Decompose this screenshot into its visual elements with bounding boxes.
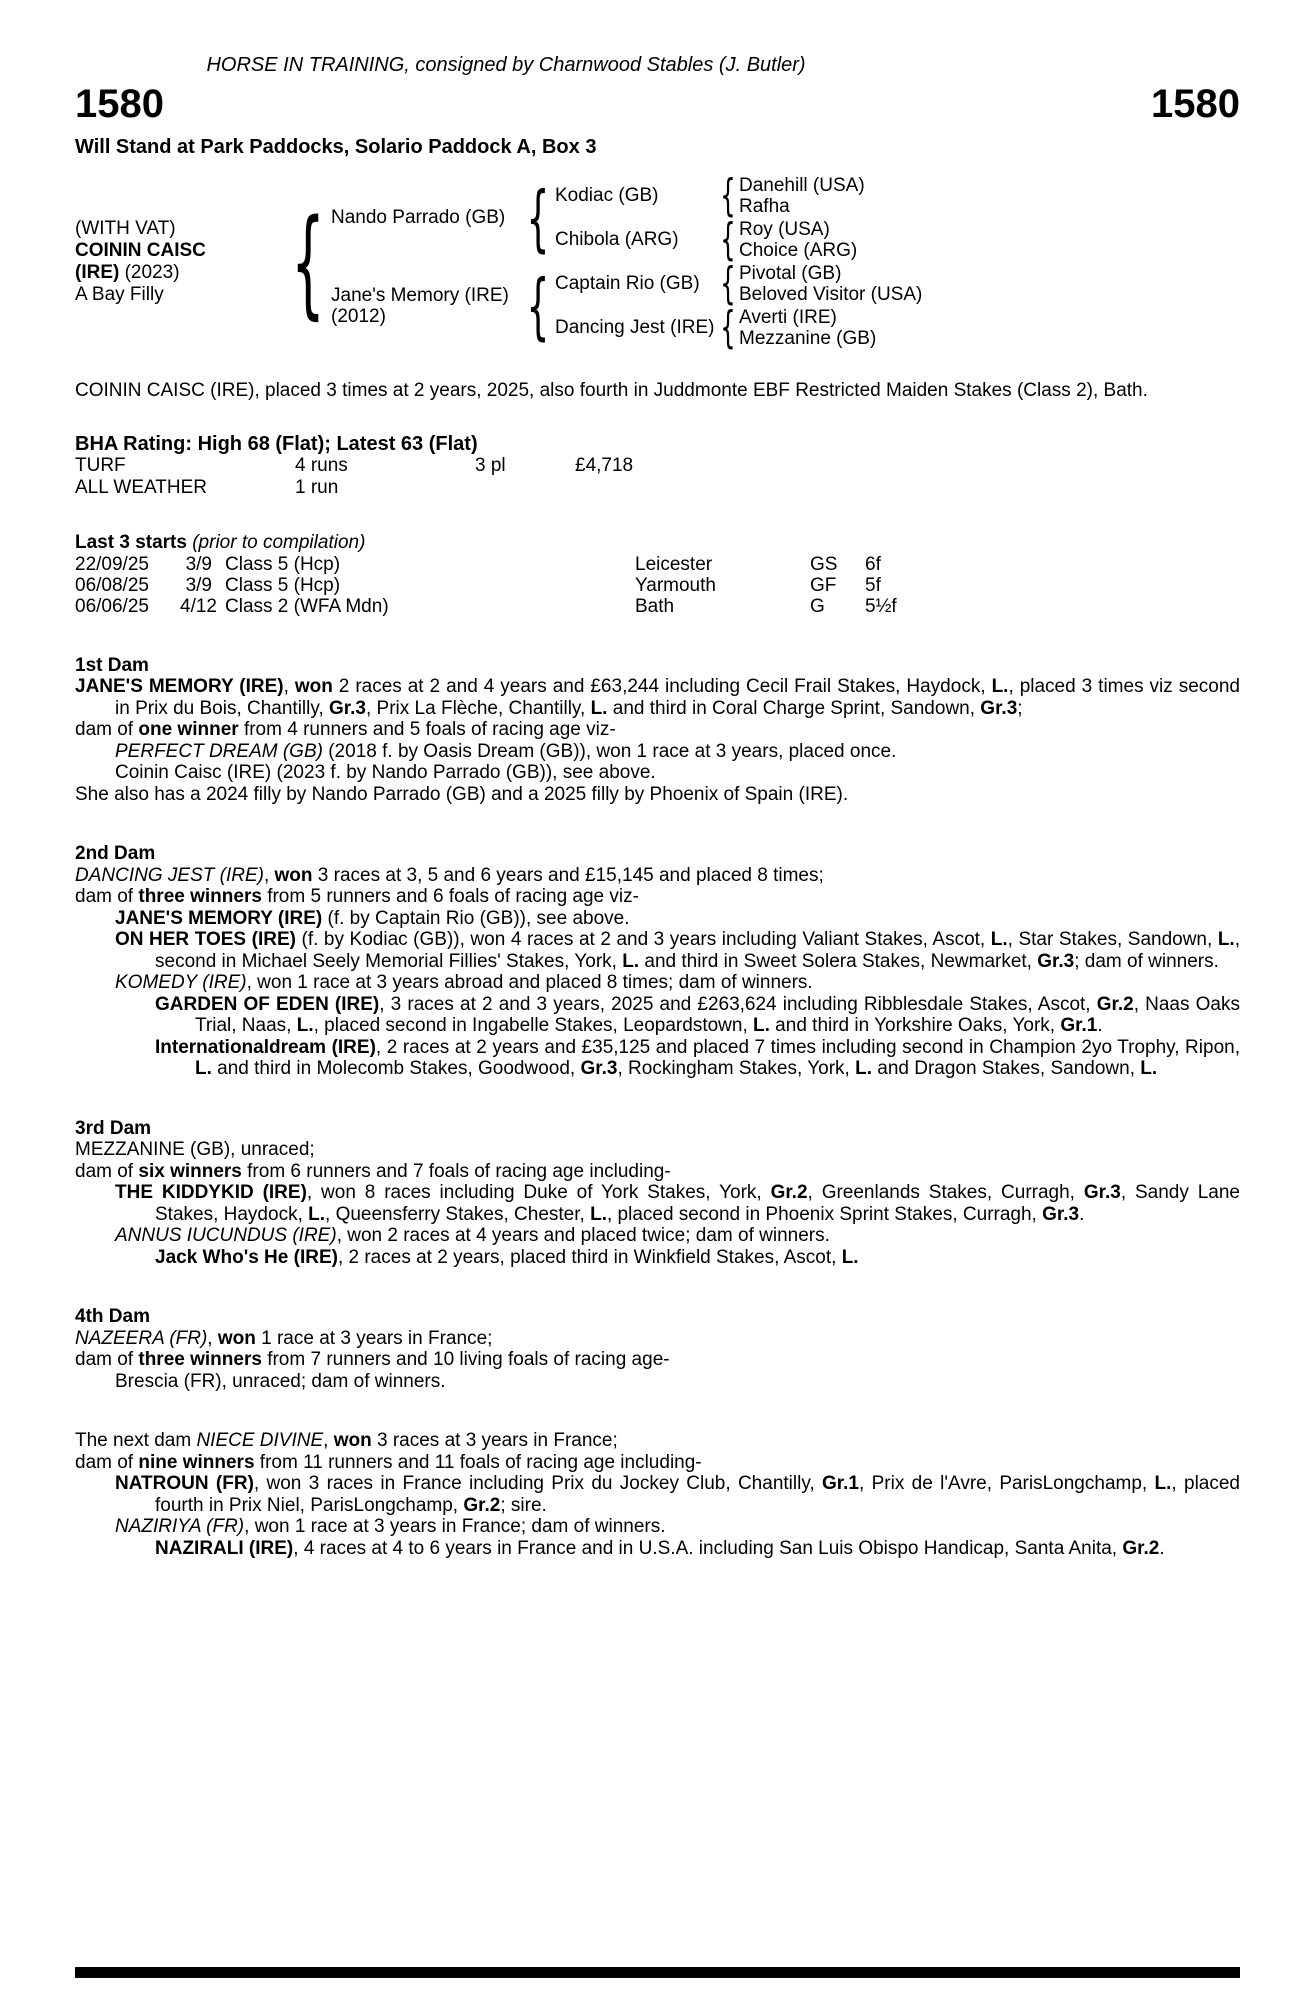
- section-paragraphs: [75, 865, 1240, 1080]
- horse-country-year: (IRE) (2023): [75, 262, 180, 283]
- paternal-granddam: Chibola (ARG): [555, 229, 679, 251]
- table-cell-dist: 5½f: [865, 595, 897, 617]
- catalogue-paragraph: dam of three winners from 5 runners and 6 foals of racing age viz-: [75, 886, 639, 907]
- table-cell-dist: 5f: [865, 574, 881, 596]
- generation-1-column: [331, 170, 954, 353]
- pedigree-brace: {: [720, 302, 736, 353]
- table-cell-surface: TURF: [75, 455, 126, 476]
- catalogue-paragraph: JANE'S MEMORY (IRE) (f. by Captain Rio (GB)), see above.: [115, 907, 630, 929]
- catalogue-paragraph: She also has a 2024 filly by Nando Parrado (GB) and a 2025 filly by Phoenix of Spain (IRE).: [75, 783, 849, 805]
- section-heading: 3rd Dam: [75, 1117, 152, 1139]
- table-row: [75, 596, 1240, 617]
- maternal-grandsire-dam: Beloved Visitor (USA): [739, 284, 923, 305]
- dam-name: Jane's Memory (IRE): [331, 284, 509, 306]
- table-cell-pos: 3/9: [185, 574, 212, 596]
- table-cell-runs: 4 runs: [295, 455, 348, 476]
- table-cell-earnings: £4,718: [575, 455, 634, 476]
- maternal-granddam: Dancing Jest (IRE): [555, 317, 715, 339]
- section-2nd-dam: [75, 843, 1240, 1080]
- catalogue-paragraph: NAZIRIYA (FR), won 1 race at 3 years in France; dam of winners.: [115, 1516, 666, 1537]
- catalogue-paragraph: GARDEN OF EDEN (IRE), 3 races at 2 and 3 years, 2025 and £263,624 including Ribblesdale Stakes, Ascot, Gr.2, Naas Oaks Trial, Naas, L., placed second in Ingabelle Stakes, Leopardstown, L. and third in Yorkshire Oaks, York, Gr.1.: [155, 993, 1240, 1036]
- catalogue-paragraph: MEZZANINE (GB), unraced;: [75, 1139, 315, 1160]
- table-cell-earnings: [575, 477, 1240, 499]
- table-cell-course: Bath: [635, 595, 675, 617]
- catalogue-paragraph: COININ CAISC (IRE), placed 3 times at 2 years, 2025, also fourth in Juddmonte EBF Restricted Maiden Stakes (Class 2), Bath.: [75, 380, 1148, 401]
- catalogue-paragraph: DANCING JEST (IRE), won 3 races at 3, 5 and 6 years and £15,145 and placed 8 times;: [75, 864, 824, 886]
- section-paragraphs: [75, 676, 1240, 805]
- paternal-grandsire-dam: Rafha: [739, 196, 790, 217]
- lot-number-row: [75, 83, 1240, 125]
- catalogue-paragraph: Internationaldream (IRE), 2 races at 2 years and £35,125 and placed 7 times including second in Champion 2yo Trophy, Ripon, L. and third in Molecomb Stakes, Goodwood, Gr.3, Rockingham Stakes, York, L. and Dragon Stakes, Sandown, L.: [155, 1036, 1240, 1079]
- maternal-grandsire-sire: Pivotal (GB): [739, 263, 842, 284]
- pedigree-brace: {: [720, 258, 736, 309]
- catalogue-paragraph: THE KIDDYKID (IRE), won 8 races including Duke of York Stakes, York, Gr.2, Greenlands Stakes, Curragh, Gr.3, Sandy Lane Stakes, Haydock, L., Queensferry Stakes, Chester, L., placed second in Phoenix Sprint Stakes, Curragh, Gr.3.: [115, 1182, 1240, 1225]
- pedigree-brace: {: [291, 193, 325, 331]
- catalogue-paragraph: dam of one winner from 4 runners and 5 foals of racing age viz-: [75, 719, 616, 740]
- section-heading: 2nd Dam: [75, 843, 156, 864]
- paternal-grandsire-sire: Danehill (USA): [739, 175, 865, 196]
- dam-name-block: [331, 285, 521, 328]
- section-3rd-dam: [75, 1118, 1240, 1269]
- table-cell-date: 06/06/25: [75, 595, 149, 617]
- catalogue-paragraph: KOMEDY (IRE), won 1 race at 3 years abroad and placed 8 times; dam of winners.: [115, 972, 813, 993]
- paternal-granddam-dam: Choice (ARG): [739, 240, 858, 261]
- sire-name: Nando Parrado (GB): [331, 207, 506, 229]
- maternal-grandsire: Captain Rio (GB): [555, 273, 700, 295]
- table-row: [75, 575, 1240, 596]
- section-paragraphs: [75, 1430, 1240, 1559]
- last-starts-title: Last 3 starts (prior to compilation): [75, 532, 366, 553]
- footer-rule: [75, 1967, 1240, 1978]
- section-heading: 1st Dam: [75, 654, 149, 676]
- table-cell-race: Class 5 (Hcp): [225, 574, 341, 596]
- maternal-granddam-sire: Averti (IRE): [739, 307, 837, 328]
- table-cell-places: 3 pl: [475, 455, 506, 476]
- catalogue-paragraph: Jack Who's He (IRE), 2 races at 2 years, placed third in Winkfield Stakes, Ascot, L.: [155, 1246, 859, 1268]
- table-cell-places: [475, 477, 575, 499]
- vat-note: (WITH VAT): [75, 218, 176, 239]
- pedigree-brace: {: [720, 214, 736, 265]
- paternal-granddam-sire: Roy (USA): [739, 219, 830, 240]
- catalogue-paragraph: Brescia (FR), unraced; dam of winners.: [115, 1370, 446, 1392]
- horse-description: A Bay Filly: [75, 284, 164, 305]
- catalogue-paragraph: NATROUN (FR), won 3 races in France including Prix du Jockey Club, Chantilly, Gr.1, Prix de l'Avre, ParisLongchamp, L., placed fourth in Prix Niel, ParisLongchamp, Gr.2; sire.: [115, 1473, 1241, 1516]
- last-starts-block: [75, 532, 1240, 617]
- table-cell-runs: 1 run: [295, 476, 339, 498]
- consignment-line: HORSE IN TRAINING, consigned by Charnwood Stables (J. Butler): [206, 54, 806, 76]
- section-paragraphs: [75, 1328, 1240, 1393]
- sire-branch: [331, 170, 954, 265]
- table-cell-race: Class 5 (Hcp): [225, 553, 341, 575]
- section-1st-dam: [75, 655, 1240, 806]
- table-row: [75, 455, 1240, 477]
- section-heading: 4th Dam: [75, 1306, 150, 1327]
- section-paragraphs: [75, 1139, 1240, 1268]
- table-cell-going: G: [810, 595, 825, 617]
- stand-location-line: Will Stand at Park Paddocks, Solario Paddock A, Box 3: [75, 135, 597, 158]
- table-cell-date: 06/08/25: [75, 574, 149, 596]
- table-cell-course: Yarmouth: [635, 574, 716, 596]
- horse-name: COININ CAISC: [75, 240, 206, 261]
- table-cell-pos: 3/9: [185, 553, 212, 575]
- rating-block: [75, 434, 1240, 499]
- table-row: [75, 477, 1240, 499]
- bha-rating-line: BHA Rating: High 68 (Flat); Latest 63 (Flat): [75, 432, 478, 455]
- pedigree-table: [75, 170, 1240, 353]
- table-cell-going: GF: [810, 574, 837, 596]
- race-record-table: [75, 455, 1240, 498]
- catalogue-paragraph: NAZIRALI (IRE), 4 races at 4 to 6 years in France and in U.S.A. including San Luis Obispo Handicap, Santa Anita, Gr.2.: [155, 1537, 1165, 1559]
- catalogue-paragraph: JANE'S MEMORY (IRE), won 2 races at 2 and 4 years and £63,244 including Cecil Frail Stakes, Haydock, L., placed 3 times viz second in Prix du Bois, Chantilly, Gr.3, Prix La Flèche, Chantilly, L. and third in Coral Charge Sprint, Sandown, Gr.3;: [75, 676, 1240, 719]
- paternal-grandsire: Kodiac (GB): [555, 185, 659, 207]
- dam-branch: [331, 258, 954, 353]
- catalogue-paragraph: dam of nine winners from 11 runners and 11 foals of racing age including-: [75, 1451, 702, 1473]
- lot-number-right: 1580: [1151, 81, 1240, 126]
- table-row: [75, 554, 1240, 575]
- table-cell-date: 22/09/25: [75, 553, 149, 575]
- catalogue-paragraph: NAZEERA (FR), won 1 race at 3 years in France;: [75, 1327, 493, 1349]
- catalogue-paragraph: Coinin Caisc (IRE) (2023 f. by Nando Parrado (GB)), see above.: [115, 762, 656, 783]
- maternal-granddam-dam: Mezzanine (GB): [739, 328, 877, 349]
- table-cell-going: GS: [810, 553, 838, 575]
- section-next-dam: [75, 1430, 1240, 1559]
- pedigree-brace: {: [720, 170, 736, 221]
- section-4th-dam: [75, 1306, 1240, 1392]
- catalogue-paragraph: ON HER TOES (IRE) (f. by Kodiac (GB)), won 4 races at 2 and 3 years including Valiant Stakes, Ascot, L., Star Stakes, Sandown, L., second in Michael Seely Memorial Fillies' Stakes, York, L. and third in Sweet Solera Stakes, Newmarket, Gr.3; dam of winners.: [115, 929, 1240, 972]
- table-cell-pos: 4/12: [180, 595, 217, 617]
- catalogue-paragraph: PERFECT DREAM (GB) (2018 f. by Oasis Dream (GB)), won 1 race at 3 years, placed once.: [115, 740, 897, 762]
- pedigree-brace: {: [526, 264, 550, 348]
- table-cell-surface: ALL WEATHER: [75, 476, 207, 498]
- table-cell-race: Class 2 (WFA Mdn): [225, 595, 389, 617]
- table-cell-dist: 6f: [865, 553, 881, 575]
- horse-info-block: [75, 218, 285, 306]
- catalogue-paragraph: dam of three winners from 7 runners and 10 living foals of racing age-: [75, 1349, 670, 1370]
- race-summary-paragraph: [75, 380, 1240, 402]
- catalogue-paragraph: ANNUS IUCUNDUS (IRE), won 2 races at 4 years and placed twice; dam of winners.: [115, 1225, 830, 1246]
- catalogue-paragraph: The next dam NIECE DIVINE, won 3 races at 3 years in France;: [75, 1430, 618, 1451]
- lot-number-left: 1580: [75, 81, 164, 126]
- catalogue-paragraph: dam of six winners from 6 runners and 7 foals of racing age including-: [75, 1160, 671, 1182]
- pedigree-brace: {: [526, 176, 550, 260]
- dam-year: (2012): [331, 306, 386, 327]
- table-cell-course: Leicester: [635, 553, 713, 575]
- last-starts-table: [75, 554, 1240, 617]
